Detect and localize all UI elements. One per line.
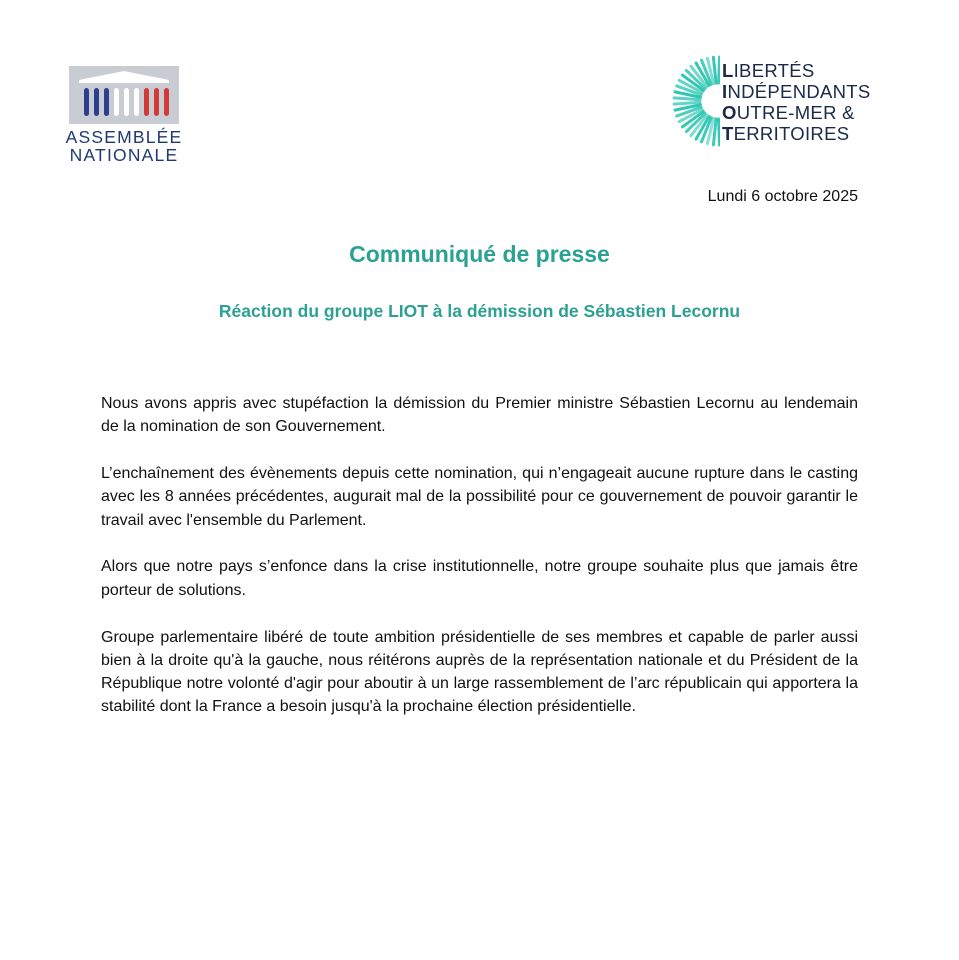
- sunburst-icon: [668, 55, 720, 151]
- liot-line: TERRITOIRES: [722, 123, 850, 144]
- page-subtitle: Réaction du groupe LIOT à la démission de Sébastien Lecornu: [218, 301, 741, 321]
- paragraph: Nous avons appris avec stupéfaction la démission du Premier ministre Sébastien Lecornu au lendemain de la nomination de son Gouvernement.: [101, 395, 858, 436]
- paragraph: Alors que notre pays s’enfonce dans la crise institutionnelle, notre groupe souhaite plus que jamais être porteur de solutions.: [101, 558, 858, 599]
- paragraph: L’enchaînement des évènements depuis cette nomination, qui n’engageait aucune rupture dans le casting avec les 8 années précédentes, augurait mal de la possibilité pour ce gouvernement de pouvoir garantir le travail avec l'ensemble du Parlement.: [101, 465, 858, 529]
- liot-line: INDÉPENDANTS: [722, 81, 871, 102]
- liot-line: OUTRE-MER &: [722, 102, 855, 123]
- sunburst-ray: [674, 98, 700, 100]
- an-logo-line1: ASSEMBLÉE: [65, 127, 183, 147]
- assemblee-nationale-logo: [62, 62, 186, 170]
- hemicycle-icon: [65, 62, 183, 124]
- an-logo-line2: NATIONALE: [69, 145, 179, 165]
- paragraph: Groupe parlementaire libéré de toute ambition présidentielle de ses membres et capable de parler aussi bien à la droite qu'à la gauche, nous réitérons auprès de la représentation nationale et du Président de la République notre volonté d'agir pour aboutir à un large rassemblement de l’arc républicain qui apportera la stabilité dont la France a besoin jusqu'à la prochaine élection présidentielle.: [101, 628, 858, 716]
- liot-line: LIBERTÉS: [722, 60, 815, 81]
- press-release-body: [101, 392, 858, 742]
- page-title: Communiqué de presse: [349, 241, 610, 267]
- liot-logo: [668, 55, 888, 151]
- liot-logo-text: [722, 60, 871, 144]
- sunburst-ray: [719, 119, 720, 145]
- sunburst-ray: [674, 102, 700, 104]
- sunburst-ray: [719, 57, 720, 83]
- release-date: Lundi 6 octobre 2025: [707, 188, 858, 205]
